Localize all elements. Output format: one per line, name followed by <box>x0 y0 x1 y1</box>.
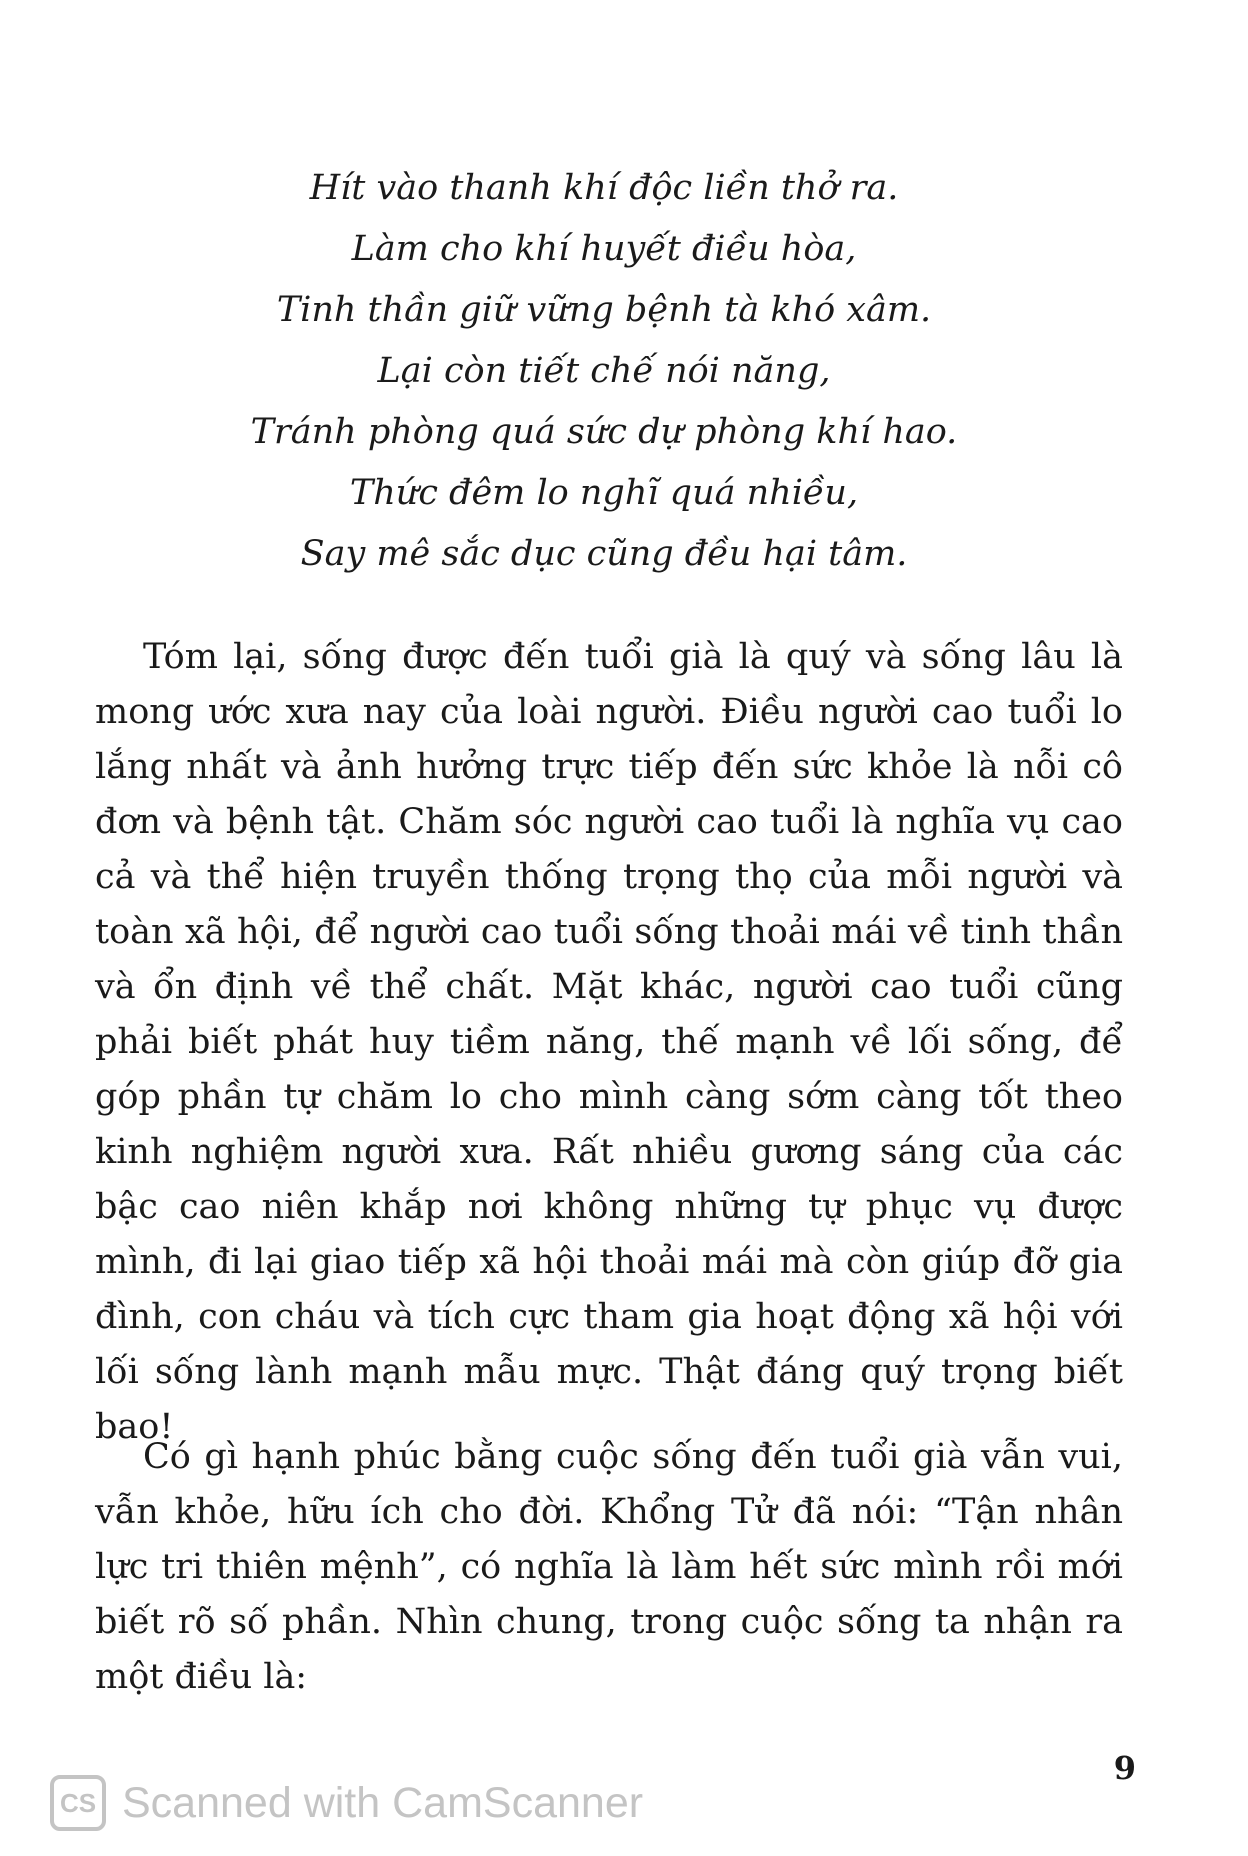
poem-line: Thức đêm lo nghĩ quá nhiều, <box>349 473 859 513</box>
body-paragraph: Có gì hạnh phúc bằng cuộc sống đến tuổi già vẫn vui, vẫn khỏe, hữu ích cho đời. Khổng Tử đã nói: “Tận nhân lực tri thiên mệnh”, có nghĩa là làm hết sức mình rồi mới biết rõ số phần. Nhìn chung, trong cuộc sống ta nhận ra một điều là: <box>95 1437 1123 1697</box>
poem-line: Say mê sắc dục cũng đều hại tâm. <box>300 534 908 574</box>
scanner-watermark <box>50 1772 643 1834</box>
poem-line: Tránh phòng quá sức dự phòng khí hao. <box>250 412 958 452</box>
poem-line: Lại còn tiết chế nói năng, <box>377 351 831 391</box>
body-paragraph: Tóm lại, sống được đến tuổi già là quý và sống lâu là mong ước xưa nay của loài người. Điều người cao tuổi lo lắng nhất và ảnh hưởng trực tiếp đến sức khỏe là nỗi cô đơn và bệnh tật. Chăm sóc người cao tuổi là nghĩa vụ cao cả và thể hiện truyền thống trọng thọ của mỗi người và toàn xã hội, để người cao tuổi sống thoải mái về tinh thần và ổn định về thể chất. Mặt khác, người cao tuổi cũng phải biết phát huy tiềm năng, thế mạnh về lối sống, để góp phần tự chăm lo cho mình càng sớm càng tốt theo kinh nghiệm người xưa. Rất nhiều gương sáng của các bậc cao niên khắp nơi không những tự phục vụ được mình, đi lại giao tiếp xã hội thoải mái mà còn giúp đỡ gia đình, con cháu và tích cực tham gia hoạt động xã hội với lối sống lành mạnh mẫu mực. Thật đáng quý trọng biết bao! <box>95 637 1123 1447</box>
page-number: 9 <box>1113 1749 1136 1787</box>
camscanner-logo-icon: CS <box>50 1775 106 1831</box>
watermark-text: Scanned with CamScanner <box>122 1778 644 1827</box>
poem-line: Làm cho khí huyết điều hòa, <box>351 229 857 269</box>
poem-line: Hít vào thanh khí độc liền thở ra. <box>309 168 899 208</box>
poem-block <box>90 158 1118 585</box>
poem-line: Tinh thần giữ vững bệnh tà khó xâm. <box>276 290 932 330</box>
